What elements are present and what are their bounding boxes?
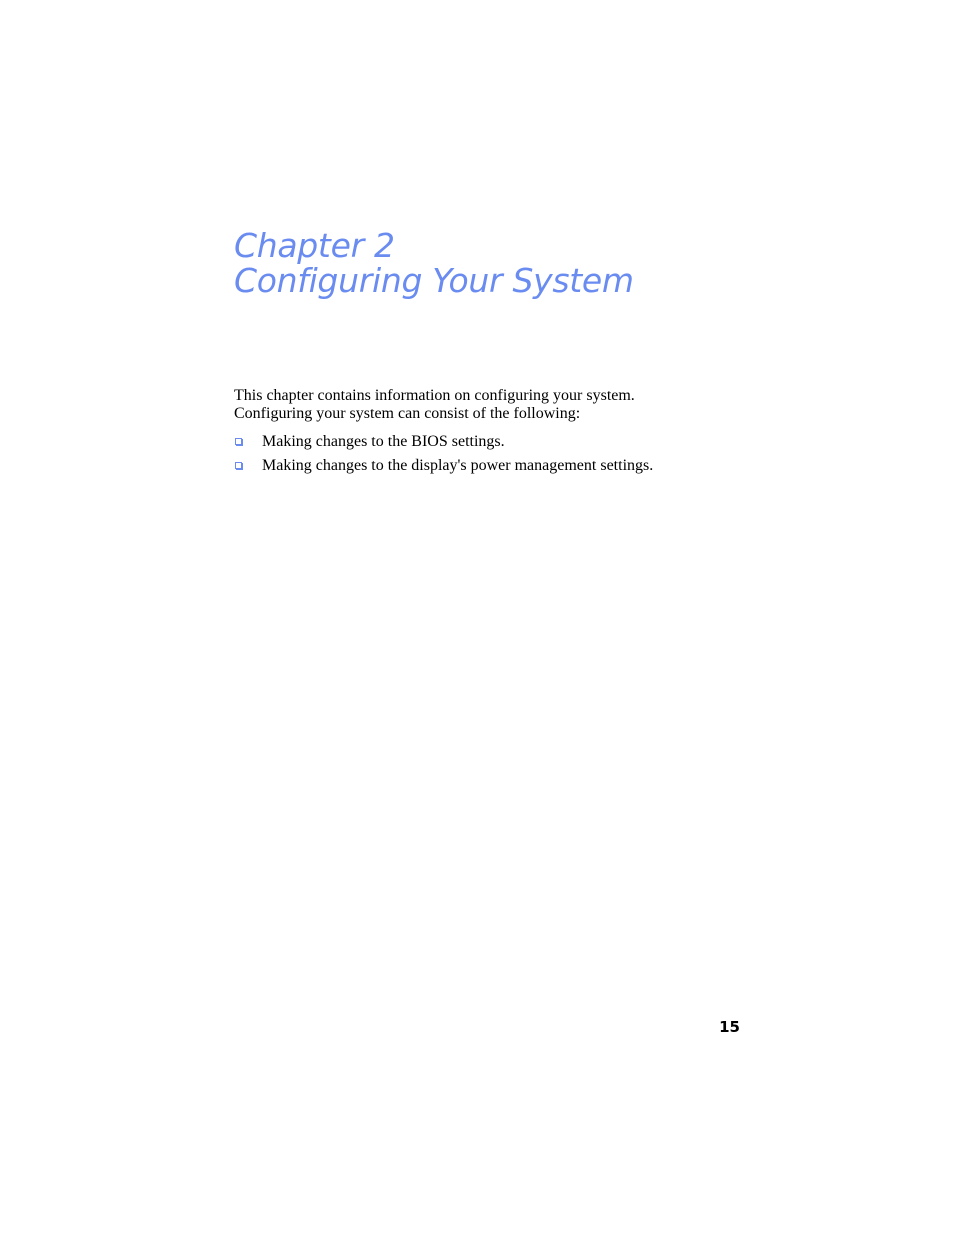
bullet-list [234, 433, 653, 481]
hollow-square-bullet-icon [235, 462, 242, 469]
chapter-name: Configuring Your System [234, 261, 634, 300]
list-item [234, 457, 653, 475]
list-item [234, 433, 653, 451]
intro-line-1: This chapter contains information on configuring your system. [234, 387, 635, 404]
intro-paragraph [234, 387, 754, 423]
list-item-text: Making changes to the BIOS settings. [262, 433, 505, 450]
chapter-number: Chapter 2 [234, 226, 395, 265]
page-number: 15 [719, 1018, 740, 1036]
intro-line-2: Configuring your system can consist of the following: [234, 405, 581, 422]
hollow-square-bullet-icon [235, 438, 242, 445]
chapter-title [234, 228, 634, 298]
list-item-text: Making changes to the display's power management settings. [262, 457, 654, 474]
